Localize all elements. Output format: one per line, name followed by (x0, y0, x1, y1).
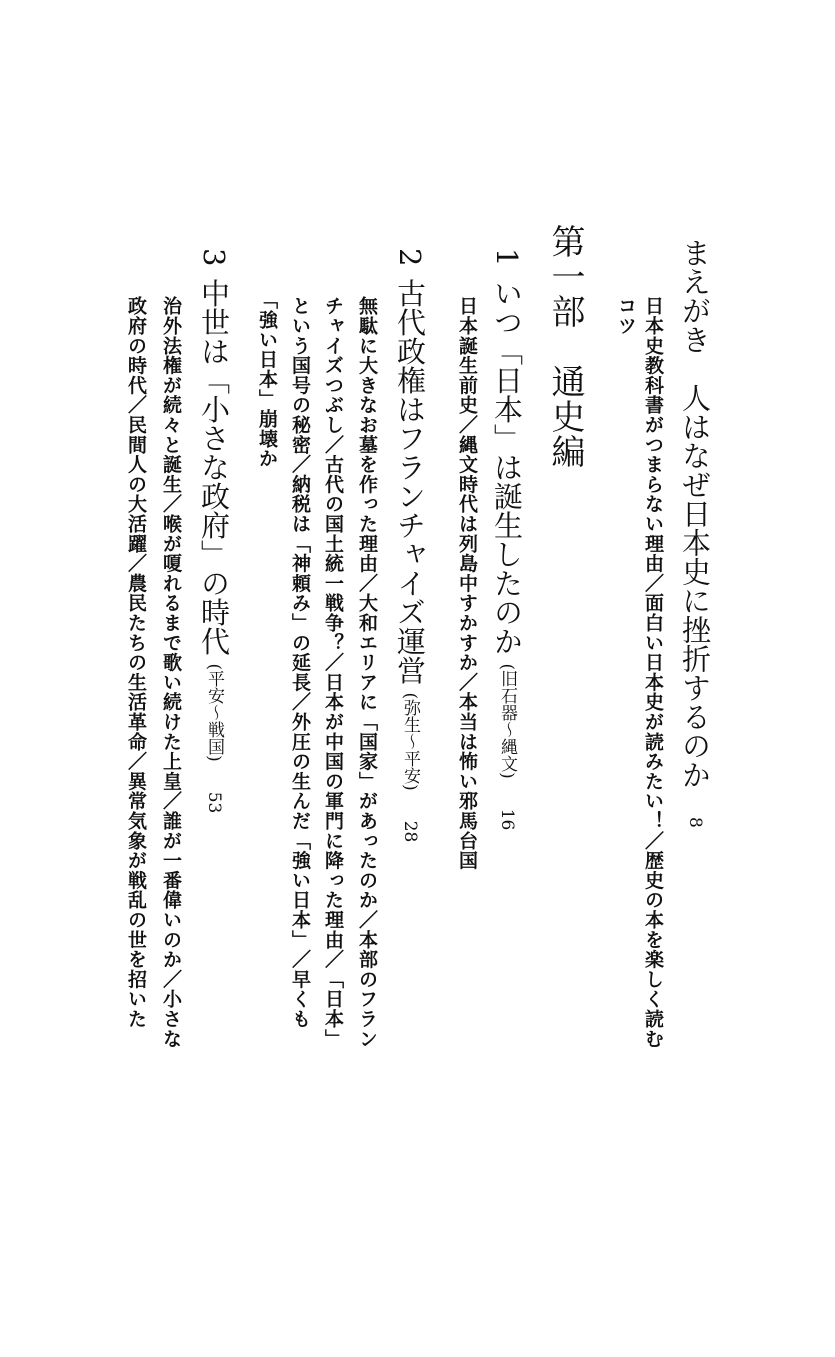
chapter-2-summary-line-4: 「強い日本」崩壊か (256, 290, 278, 469)
chapter-3-summary-line-2: 政府の時代／民間人の大活躍／農民たちの生活革命／異常気象が戦乱の世を招いた (125, 296, 147, 1029)
chapter-2-summary-line-3: という国号の秘密／納税は「神頼み」の延長／外圧の生んだ「強い日本」／早くも (289, 296, 311, 1029)
chapter-1-title: いつ「日本」は誕生したのか (490, 278, 524, 656)
chapter-2-number: 2 (393, 248, 427, 267)
chapter-3-summary-line-1: 治外法権が続々と誕生／喉が嗄れるまで歌い続けた上皇／誰が一番偉いのか／小さな (160, 296, 182, 1049)
chapter-2-summary-line-2: チャイズつぶし／古代の国土統一戦争？／日本が中国の軍門に降った理由／「日本」 (322, 296, 344, 1049)
preface-heading (678, 238, 712, 828)
chapter-1-period: (旧石器〜縄文) (497, 663, 517, 779)
chapter-1-summary-line-1: 日本誕生前史／縄文時代は列島中すかすか／本当は怖い邪馬台国 (456, 296, 478, 871)
chapter-1-page-number: 16 (497, 808, 517, 831)
preface-title: まえがき 人はなぜ日本史に挫折するのか (678, 238, 712, 789)
chapter-2-page-number: 28 (400, 820, 420, 843)
chapter-3-period: (平安〜戦国) (204, 663, 224, 762)
preface-summary-line-1: 日本史教科書がつまらない理由／面白い日本史が読みたい！／歴史の本を楽しく読む (642, 296, 664, 1049)
chapter-1-number: 1 (490, 248, 524, 267)
chapter-3-title: 中世は「小さな政府」の時代 (197, 278, 231, 656)
chapter-2-heading (393, 248, 427, 843)
preface-page-number: 8 (685, 817, 705, 828)
chapter-2-summary-line-1: 無駄に大きなお墓を作った理由／大和エリアに「国家」があったのか／本部のフラン (356, 296, 378, 1049)
part-title: 第一部 通史編 (545, 224, 585, 469)
chapter-1-heading (490, 248, 524, 831)
chapter-2-period: (弥生〜平安) (400, 692, 420, 791)
chapter-3-number: 3 (197, 248, 231, 267)
chapter-3-heading (197, 248, 231, 814)
chapter-3-page-number: 53 (204, 791, 224, 814)
chapter-2-title: 古代政権はフランチャイズ運営 (393, 278, 427, 685)
preface-summary-line-2: コツ (615, 296, 637, 336)
